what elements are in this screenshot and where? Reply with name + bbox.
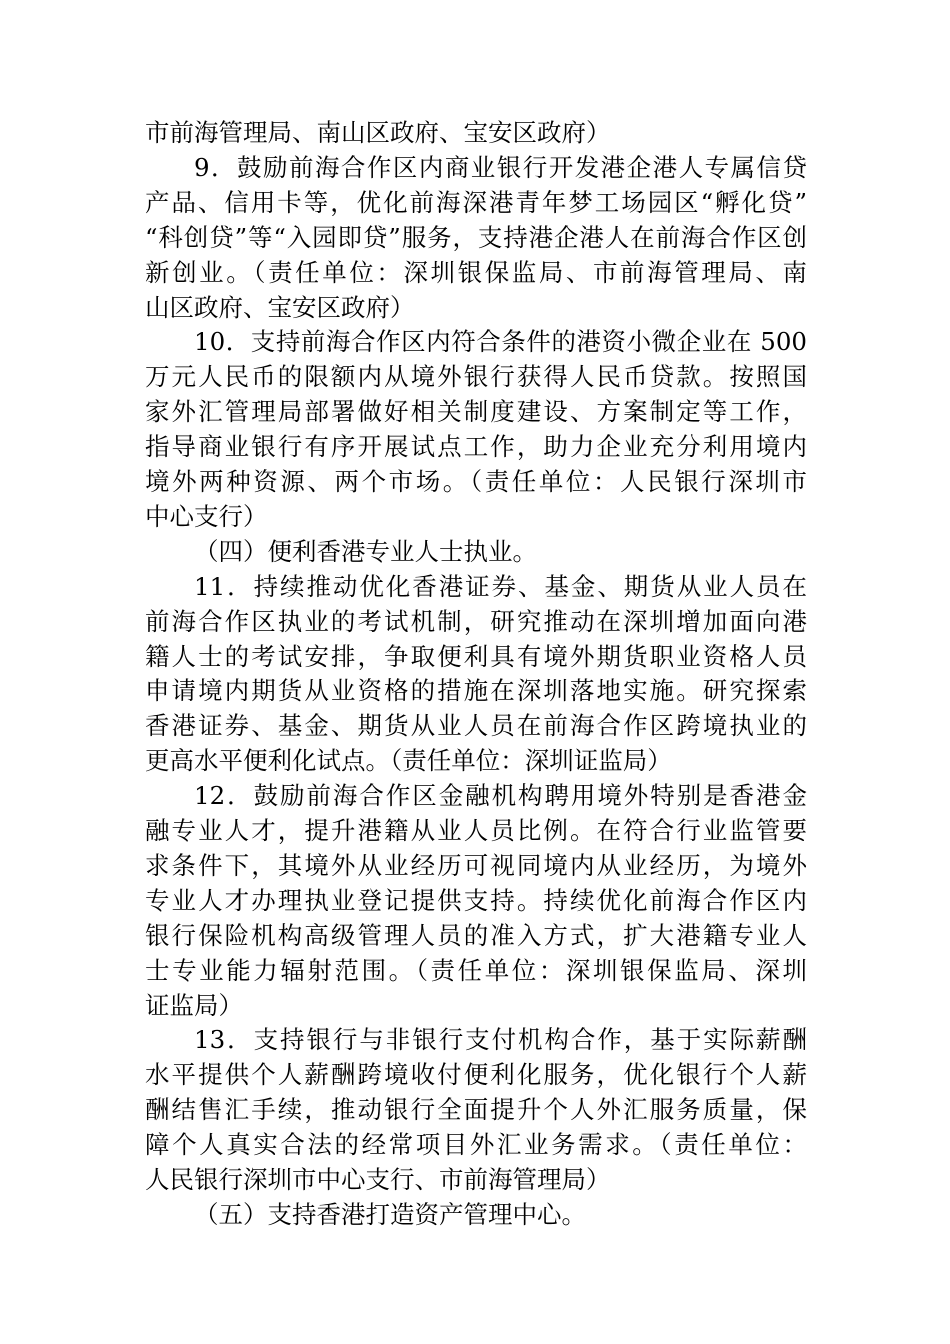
text-line: 前海合作区执业的考试机制，研究推动在深圳增加面向港 <box>145 606 807 636</box>
text-line: 10．支持前海合作区内符合条件的港资小微企业在 500 <box>194 327 807 357</box>
text-line: 士专业能力辐射范围。（责任单位：深圳银保监局、深圳 <box>145 955 807 985</box>
text-line: 障个人真实合法的经常项目外汇业务需求。（责任单位： <box>145 1130 807 1160</box>
text-line: 境外两种资源、两个市场。（责任单位：人民银行深圳市 <box>145 467 807 496</box>
text-line: 12．鼓励前海合作区金融机构聘用境外特别是香港金 <box>194 781 807 811</box>
text-line: （五）支持香港打造资产管理中心。 <box>194 1199 586 1229</box>
text-line: 家外汇管理局部署做好相关制度建设、方案制定等工作， <box>145 397 807 427</box>
text-line: 山区政府、宝安区政府） <box>145 292 415 322</box>
text-line: （四）便利香港专业人士执业。 <box>194 536 537 566</box>
text-line: 11．持续推动优化香港证券、基金、期货从业人员在 <box>194 571 807 601</box>
text-line: 指导商业银行有序开展试点工作，助力企业充分利用境内 <box>145 432 807 462</box>
text-line: 万元人民币的限额内从境外银行获得人民币贷款。按照国 <box>145 362 807 392</box>
text-line: 市前海管理局、南山区政府、宝安区政府） <box>145 118 611 147</box>
text-line: 新创业。（责任单位：深圳银保监局、市前海管理局、南 <box>145 257 807 287</box>
text-line: 籍人士的考试安排，争取便利具有境外期货职业资格人员 <box>145 641 807 671</box>
text-line: 银行保险机构高级管理人员的准入方式，扩大港籍专业人 <box>145 920 807 950</box>
text-line: 水平提供个人薪酬跨境收付便利化服务，优化银行个人薪 <box>145 1060 807 1090</box>
text-line: 人民银行深圳市中心支行、市前海管理局） <box>145 1165 611 1194</box>
text-line: 求条件下，其境外从业经历可视同境内从业经历，为境外 <box>145 850 807 880</box>
text-line: “科创贷”等“入园即贷”服务，支持港企港人在前海合作区创 <box>145 222 807 252</box>
text-line: 9．鼓励前海合作区内商业银行开发港企港人专属信贷 <box>194 152 807 182</box>
text-line: 证监局） <box>145 990 243 1020</box>
text-line: 产品、信用卡等，优化前海深港青年梦工场园区“孵化贷” <box>145 187 807 217</box>
text-line: 申请境内期货从业资格的措施在深圳落地实施。研究探索 <box>145 676 807 706</box>
text-line: 融专业人才，提升港籍从业人员比例。在符合行业监管要 <box>145 816 807 845</box>
text-line: 专业人才办理执业登记提供支持。持续优化前海合作区内 <box>145 885 807 915</box>
text-line: 酬结售汇手续，推动银行全面提升个人外汇服务质量，保 <box>145 1095 807 1125</box>
text-line: 香港证券、基金、期货从业人员在前海合作区跨境执业的 <box>145 711 807 741</box>
text-line: 中心支行） <box>145 501 268 531</box>
text-line: 更高水平便利化试点。（责任单位：深圳证监局） <box>145 746 672 776</box>
text-line: 13．支持银行与非银行支付机构合作，基于实际薪酬 <box>194 1025 807 1055</box>
